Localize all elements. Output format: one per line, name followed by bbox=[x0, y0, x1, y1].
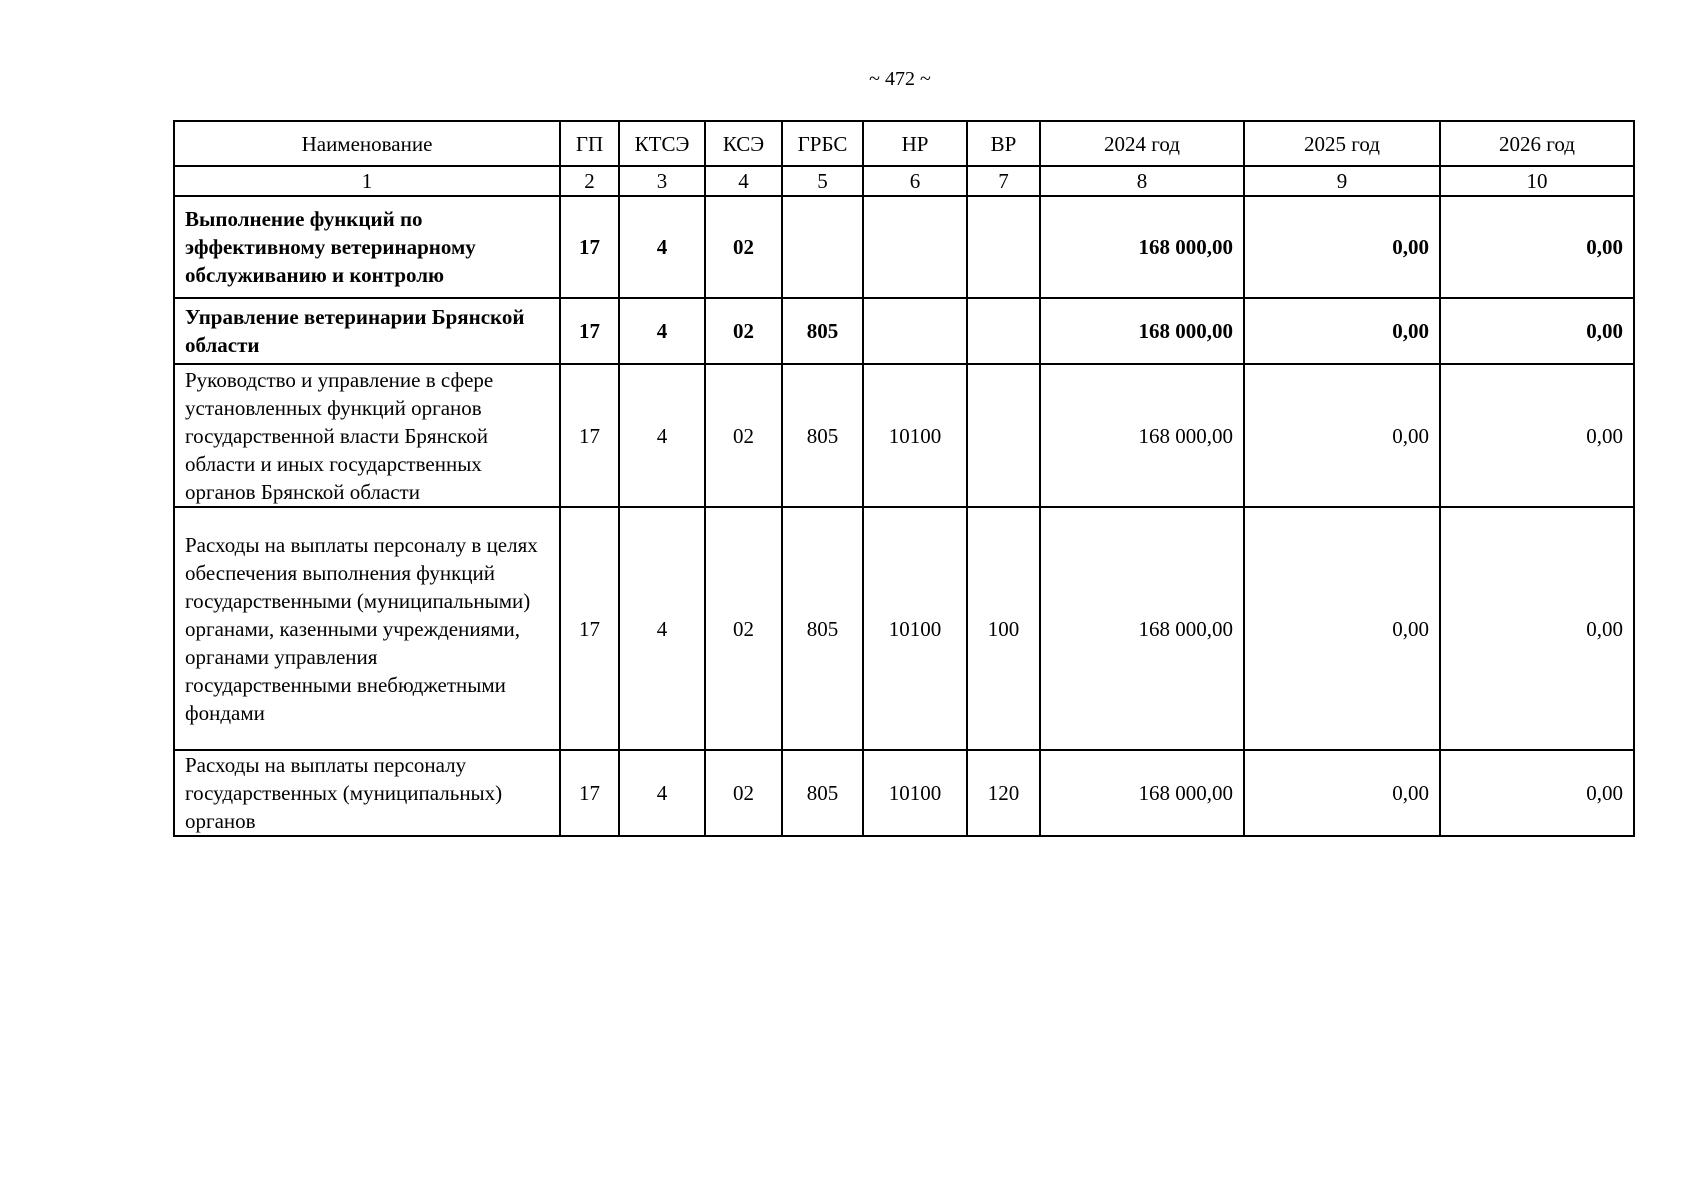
cell-kse: 02 bbox=[705, 196, 782, 298]
column-number: 7 bbox=[967, 166, 1040, 196]
cell-2026: 0,00 bbox=[1440, 750, 1634, 836]
row-name: Выполнение функций по эффективному ветеринарному обслуживанию и контролю bbox=[174, 196, 560, 298]
column-number: 8 bbox=[1040, 166, 1244, 196]
header-cell-grbs: ГРБС bbox=[782, 121, 863, 166]
header-cell-gp: ГП bbox=[560, 121, 619, 166]
cell-vr bbox=[967, 364, 1040, 507]
cell-2025: 0,00 bbox=[1244, 298, 1440, 364]
cell-grbs: 805 bbox=[782, 364, 863, 507]
cell-kse: 02 bbox=[705, 298, 782, 364]
column-number: 1 bbox=[174, 166, 560, 196]
cell-nr: 10100 bbox=[863, 364, 967, 507]
row-name: Расходы на выплаты персоналу государственных (муниципальных) органов bbox=[174, 750, 560, 836]
cell-nr: 10100 bbox=[863, 507, 967, 750]
cell-grbs: 805 bbox=[782, 750, 863, 836]
cell-nr bbox=[863, 298, 967, 364]
page-number: ~ 472 ~ bbox=[869, 68, 931, 90]
header-cell-nr: НР bbox=[863, 121, 967, 166]
cell-ktse: 4 bbox=[619, 196, 705, 298]
cell-2026: 0,00 bbox=[1440, 507, 1634, 750]
cell-grbs: 805 bbox=[782, 298, 863, 364]
cell-gp: 17 bbox=[560, 507, 619, 750]
cell-2024: 168 000,00 bbox=[1040, 196, 1244, 298]
row-name: Руководство и управление в сфере установленных функций органов государственной власти Брянской области и иных государственных органов Брянской области bbox=[174, 364, 560, 507]
cell-2024: 168 000,00 bbox=[1040, 507, 1244, 750]
table-row bbox=[174, 507, 1634, 750]
cell-grbs: 805 bbox=[782, 507, 863, 750]
cell-ktse: 4 bbox=[619, 298, 705, 364]
cell-gp: 17 bbox=[560, 196, 619, 298]
column-number: 9 bbox=[1244, 166, 1440, 196]
cell-2026: 0,00 bbox=[1440, 196, 1634, 298]
cell-2024: 168 000,00 bbox=[1040, 750, 1244, 836]
cell-ktse: 4 bbox=[619, 507, 705, 750]
header-cell-2026: 2026 год bbox=[1440, 121, 1634, 166]
cell-gp: 17 bbox=[560, 298, 619, 364]
header-row bbox=[174, 121, 1634, 166]
cell-ktse: 4 bbox=[619, 750, 705, 836]
cell-grbs bbox=[782, 196, 863, 298]
table-row bbox=[174, 298, 1634, 364]
cell-gp: 17 bbox=[560, 750, 619, 836]
cell-vr bbox=[967, 196, 1040, 298]
cell-vr bbox=[967, 298, 1040, 364]
header-cell-vr: ВР bbox=[967, 121, 1040, 166]
column-number-row bbox=[174, 166, 1634, 196]
row-name: Расходы на выплаты персоналу в целях обеспечения выполнения функций государственными (муниципальными) органами, казенными учреждениями, органами управления государственными внебюджетными фондами bbox=[174, 507, 560, 750]
cell-nr: 10100 bbox=[863, 750, 967, 836]
header-cell-2025: 2025 год bbox=[1244, 121, 1440, 166]
cell-kse: 02 bbox=[705, 507, 782, 750]
header-cell-name: Наименование bbox=[174, 121, 560, 166]
cell-2024: 168 000,00 bbox=[1040, 298, 1244, 364]
column-number: 3 bbox=[619, 166, 705, 196]
table-row bbox=[174, 196, 1634, 298]
header-cell-2024: 2024 год bbox=[1040, 121, 1244, 166]
row-name: Управление ветеринарии Брянской области bbox=[174, 298, 560, 364]
cell-gp: 17 bbox=[560, 364, 619, 507]
cell-2025: 0,00 bbox=[1244, 364, 1440, 507]
column-number: 6 bbox=[863, 166, 967, 196]
header-cell-kse: КСЭ bbox=[705, 121, 782, 166]
cell-vr: 100 bbox=[967, 507, 1040, 750]
table-row bbox=[174, 750, 1634, 836]
table-row bbox=[174, 364, 1634, 507]
cell-2025: 0,00 bbox=[1244, 196, 1440, 298]
cell-2024: 168 000,00 bbox=[1040, 364, 1244, 507]
cell-ktse: 4 bbox=[619, 364, 705, 507]
cell-2026: 0,00 bbox=[1440, 298, 1634, 364]
cell-nr bbox=[863, 196, 967, 298]
cell-vr: 120 bbox=[967, 750, 1040, 836]
cell-kse: 02 bbox=[705, 364, 782, 507]
column-number: 2 bbox=[560, 166, 619, 196]
cell-2026: 0,00 bbox=[1440, 364, 1634, 507]
budget-table bbox=[173, 120, 1635, 837]
column-number: 5 bbox=[782, 166, 863, 196]
column-number: 10 bbox=[1440, 166, 1634, 196]
header-cell-ktse: КТСЭ bbox=[619, 121, 705, 166]
cell-2025: 0,00 bbox=[1244, 750, 1440, 836]
column-number: 4 bbox=[705, 166, 782, 196]
cell-2025: 0,00 bbox=[1244, 507, 1440, 750]
cell-kse: 02 bbox=[705, 750, 782, 836]
